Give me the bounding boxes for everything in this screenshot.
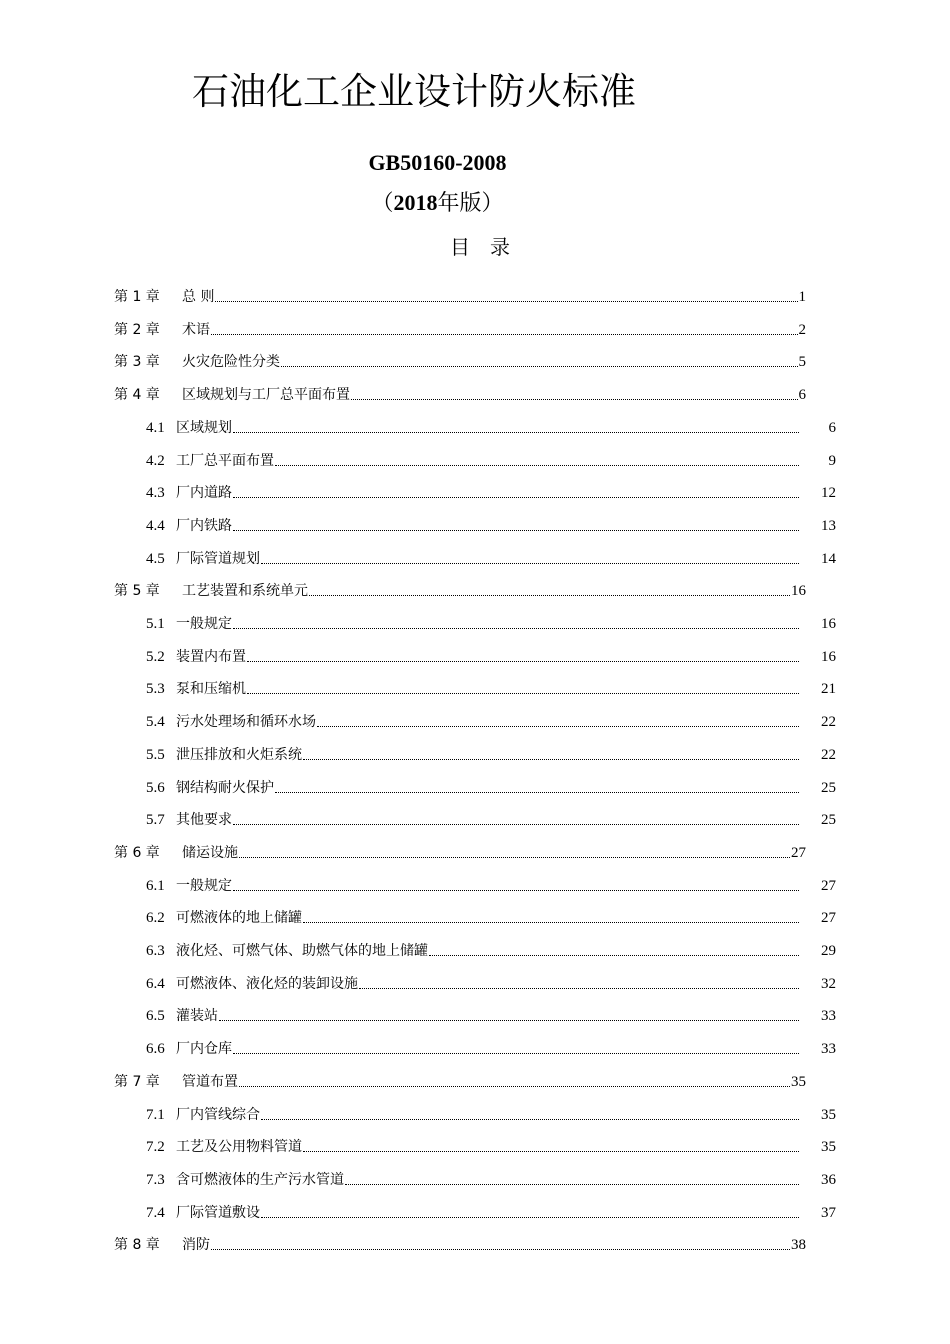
toc-entry-number: 第 1 章 <box>114 289 160 305</box>
edition-year: 2018 <box>393 190 438 215</box>
toc-page-number: 29 <box>821 943 836 959</box>
toc-section-row[interactable] <box>146 1036 836 1058</box>
toc-dot-leader <box>215 301 797 302</box>
toc-dot-leader <box>239 1086 790 1087</box>
toc-entry-title: 厂际管道敷设 <box>176 1204 260 1221</box>
toc-entry-number: 第 7 章 <box>114 1073 160 1090</box>
toc-entry-number: 第 4 章 <box>114 387 160 404</box>
toc-page-number: 16 <box>791 583 806 600</box>
toc-entry-title: 液化烃、可燃气体、助燃气体的地上储罐 <box>176 943 428 959</box>
toc-page-number: 6 <box>828 419 836 436</box>
toc-dot-leader <box>233 628 799 629</box>
toc-chapter-row[interactable] <box>114 578 806 600</box>
toc-entry-number: 4.5 <box>146 550 165 567</box>
toc-section-row[interactable] <box>146 513 836 535</box>
toc-page-number: 25 <box>821 779 836 796</box>
toc-section-row[interactable] <box>146 611 836 633</box>
toc-section-row[interactable] <box>146 644 836 666</box>
toc-section-row[interactable] <box>146 546 836 568</box>
toc-dot-leader <box>211 334 798 335</box>
toc-entry-number: 第 3 章 <box>114 354 160 371</box>
toc-entry-number: 第 2 章 <box>114 321 160 338</box>
toc-entry-number: 6.4 <box>146 975 165 992</box>
toc-entry-title: 储运设施 <box>182 844 238 861</box>
toc-entry-title: 厂内道路 <box>176 485 232 502</box>
toc-chapter-row[interactable] <box>114 840 806 862</box>
toc-page-number: 5 <box>798 354 806 371</box>
toc-section-row[interactable] <box>146 807 836 829</box>
toc-dot-leader <box>309 595 790 596</box>
toc-entry-title: 泵和压缩机 <box>176 681 246 698</box>
toc-section-row[interactable] <box>146 1134 836 1156</box>
toc-entry-number: 6.6 <box>146 1041 165 1058</box>
toc-entry-title: 术语 <box>182 321 210 338</box>
toc-page-number: 27 <box>821 877 836 894</box>
toc-entry-number: 6.3 <box>146 943 165 959</box>
toc-entry-number: 第 8 章 <box>114 1237 160 1254</box>
toc-entry-title: 火灾危险性分类 <box>182 354 280 371</box>
toc-page-number: 2 <box>798 321 806 338</box>
toc-entry-title: 装置内布置 <box>176 648 246 665</box>
toc-entry-number: 4.4 <box>146 517 165 534</box>
toc-entry-title: 灌装站 <box>176 1008 218 1025</box>
toc-section-row[interactable] <box>146 873 836 895</box>
toc-entry-number: 5.3 <box>146 681 165 698</box>
toc-section-row[interactable] <box>146 905 836 927</box>
toc-entry-number: 4.3 <box>146 485 165 502</box>
toc-chapter-row[interactable] <box>114 1232 806 1254</box>
toc-dot-leader <box>303 759 799 760</box>
toc-section-row[interactable] <box>146 1102 836 1124</box>
document-title: 石油化工企业设计防火标准 <box>192 70 636 113</box>
toc-page-number: 32 <box>821 975 836 992</box>
toc-section-row[interactable] <box>146 480 836 502</box>
toc-entry-number: 5.4 <box>146 714 165 731</box>
toc-dot-leader <box>261 563 799 564</box>
toc-entry-title: 泄压排放和火炬系统 <box>176 746 302 763</box>
toc-entry-number: 6.5 <box>146 1008 165 1025</box>
toc-entry-number: 7.2 <box>146 1139 165 1156</box>
toc-entry-number: 第 6 章 <box>114 844 160 861</box>
toc-dot-leader <box>233 497 799 498</box>
toc-dot-leader <box>261 1119 799 1120</box>
toc-page-number: 22 <box>821 714 836 731</box>
toc-page-number: 27 <box>791 844 806 861</box>
toc-entry-title: 其他要求 <box>176 812 232 829</box>
toc-dot-leader <box>233 530 799 531</box>
edition-open: （ <box>371 190 394 215</box>
standard-code: GB50160-2008 <box>368 150 507 175</box>
toc-page-number: 21 <box>821 681 836 698</box>
toc-dot-leader <box>233 432 799 433</box>
toc-section-row[interactable] <box>146 971 836 993</box>
toc-entry-number: 7.4 <box>146 1204 165 1221</box>
toc-section-row[interactable] <box>146 938 836 960</box>
toc-entry-number: 第 5 章 <box>114 583 160 600</box>
toc-entry-number: 5.5 <box>146 746 165 763</box>
toc-entry-title: 工艺及公用物料管道 <box>176 1139 302 1156</box>
toc-entry-title: 厂际管道规划 <box>176 550 260 567</box>
toc-chapter-row[interactable] <box>114 284 806 306</box>
toc-dot-leader <box>261 1217 799 1218</box>
toc-entry-title: 区域规划与工厂总平面布置 <box>182 387 350 404</box>
toc-entry-title: 消防 <box>182 1237 210 1254</box>
toc-entry-title: 工厂总平面布置 <box>176 452 274 469</box>
toc-entry-number: 5.1 <box>146 616 165 632</box>
toc-section-row[interactable] <box>146 709 836 731</box>
toc-page-number: 27 <box>821 910 836 927</box>
toc-dot-leader <box>211 1249 790 1250</box>
toc-entry-title: 可燃液体的地上储罐 <box>176 910 302 927</box>
toc-entry-title: 厂内仓库 <box>176 1041 232 1058</box>
edition-suffix: 年版） <box>437 190 504 215</box>
toc-page-number: 16 <box>821 616 836 632</box>
toc-chapter-row[interactable] <box>114 317 806 339</box>
toc-page-number: 13 <box>821 517 836 534</box>
toc-entry-title: 钢结构耐火保护 <box>176 779 274 796</box>
toc-entry-number: 4.1 <box>146 419 165 436</box>
toc-dot-leader <box>317 726 799 727</box>
toc-entry-title: 一般规定 <box>176 877 232 894</box>
toc-page-number: 12 <box>821 485 836 502</box>
toc-entry-title: 总 则 <box>182 289 215 305</box>
toc-entry-number: 5.6 <box>146 779 165 796</box>
toc-page-number: 16 <box>821 648 836 665</box>
toc-dot-leader <box>429 955 799 956</box>
toc-section-row[interactable] <box>146 1003 836 1025</box>
toc-section-row[interactable] <box>146 1200 836 1222</box>
toc-page-number: 6 <box>798 387 806 404</box>
toc-entry-title: 区域规划 <box>176 419 232 436</box>
toc-heading: 目录 <box>450 235 530 259</box>
toc-entry-number: 7.3 <box>146 1171 165 1188</box>
toc-section-row[interactable] <box>146 742 836 764</box>
toc-dot-leader <box>275 465 799 466</box>
toc-entry-title: 工艺装置和系统单元 <box>182 583 308 600</box>
toc-dot-leader <box>247 693 799 694</box>
toc-dot-leader <box>359 988 799 989</box>
toc-page-number: 35 <box>791 1073 806 1090</box>
toc-section-row[interactable] <box>146 676 836 698</box>
toc-entry-title: 含可燃液体的生产污水管道 <box>176 1171 344 1188</box>
toc-section-row[interactable] <box>146 448 836 470</box>
toc-dot-leader <box>303 922 799 923</box>
toc-chapter-row[interactable] <box>114 1069 806 1091</box>
toc-page-number: 35 <box>821 1139 836 1156</box>
toc-entry-number: 6.2 <box>146 910 165 927</box>
toc-page-number: 36 <box>821 1171 836 1188</box>
toc-entry-title: 厂内铁路 <box>176 517 232 534</box>
edition-line <box>0 186 875 217</box>
toc-page-number: 38 <box>791 1237 806 1254</box>
toc-entry-number: 5.2 <box>146 648 165 665</box>
toc-chapter-row[interactable] <box>114 382 806 404</box>
toc-entry-title: 一般规定 <box>176 616 232 632</box>
toc-section-row[interactable] <box>146 415 836 437</box>
toc-chapter-row[interactable] <box>114 349 806 371</box>
toc-entry-number: 4.2 <box>146 452 165 469</box>
toc-dot-leader <box>303 1151 799 1152</box>
toc-page-number: 33 <box>821 1041 836 1058</box>
toc-entry-title: 污水处理场和循环水场 <box>176 714 316 731</box>
toc-page-number: 37 <box>821 1204 836 1221</box>
toc-entry-number: 7.1 <box>146 1106 165 1123</box>
toc-dot-leader <box>233 1053 799 1054</box>
toc-dot-leader <box>345 1184 799 1185</box>
toc-dot-leader <box>233 824 799 825</box>
toc-entry-number: 6.1 <box>146 877 165 894</box>
toc-dot-leader <box>247 661 799 662</box>
toc-page-number: 35 <box>821 1106 836 1123</box>
toc-entry-title: 管道布置 <box>182 1073 238 1090</box>
toc-section-row[interactable] <box>146 1167 836 1189</box>
toc-page-number: 14 <box>821 550 836 567</box>
toc-dot-leader <box>233 890 799 891</box>
toc-page-number: 33 <box>821 1008 836 1025</box>
toc-section-row[interactable] <box>146 775 836 797</box>
toc-page-number: 22 <box>821 746 836 763</box>
toc-entry-number: 5.7 <box>146 812 165 829</box>
toc-dot-leader <box>351 399 798 400</box>
toc-page-number: 9 <box>828 452 836 469</box>
toc-entry-title: 厂内管线综合 <box>176 1106 260 1123</box>
toc-dot-leader <box>281 366 798 367</box>
toc-entry-title: 可燃液体、液化烃的装卸设施 <box>176 975 358 992</box>
toc-dot-leader <box>275 792 799 793</box>
toc-page-number: 1 <box>798 289 806 305</box>
toc-dot-leader <box>239 857 790 858</box>
toc-dot-leader <box>219 1020 799 1021</box>
toc-page-number: 25 <box>821 812 836 829</box>
